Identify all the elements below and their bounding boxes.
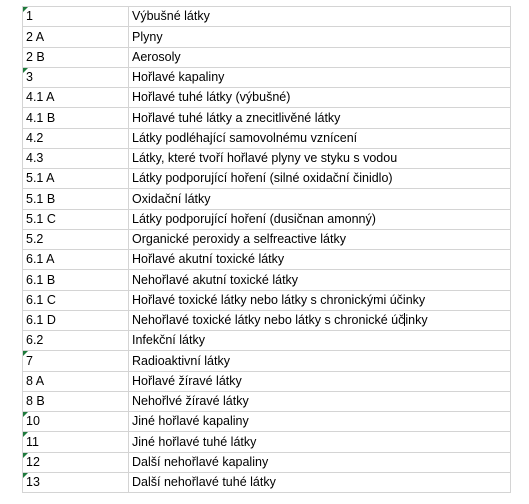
cell-name[interactable]: Infekční látky — [129, 331, 511, 351]
cell-code[interactable]: 5.1 A — [23, 169, 129, 189]
table-row — [23, 7, 511, 27]
cell-name[interactable]: Další nehořlavé kapaliny — [129, 452, 511, 472]
table-row — [23, 391, 511, 411]
cell-name[interactable]: Jiné hořlavé tuhé látky — [129, 432, 511, 452]
cell-code[interactable]: 6.1 A — [23, 250, 129, 270]
table-row — [23, 270, 511, 290]
cell-name[interactable]: Hořlavé tuhé látky (výbušné) — [129, 88, 511, 108]
cell-code[interactable]: 13 — [23, 472, 129, 492]
table-row — [23, 371, 511, 391]
table-row — [23, 452, 511, 472]
table-row — [23, 290, 511, 310]
cell-code[interactable]: 4.1 A — [23, 88, 129, 108]
cell-name[interactable]: Organické peroxidy a selfreactive látky — [129, 229, 511, 249]
cell-name[interactable]: Hořlavé akutní toxické látky — [129, 250, 511, 270]
grid-body — [23, 7, 511, 493]
cell-code[interactable]: 2 A — [23, 27, 129, 47]
cell-code[interactable]: 5.1 B — [23, 189, 129, 209]
cell-code[interactable]: 2 B — [23, 47, 129, 67]
cell-name[interactable]: Nehořlavé toxické látky nebo látky s chronické účinky — [129, 310, 511, 330]
table-row — [23, 108, 511, 128]
table-row — [23, 27, 511, 47]
table-row — [23, 88, 511, 108]
table-row — [23, 351, 511, 371]
cell-code[interactable]: 4.3 — [23, 148, 129, 168]
cell-name[interactable]: Látky, které tvoří hořlavé plyny ve styku s vodou — [129, 148, 511, 168]
cell-name[interactable]: Plyny — [129, 27, 511, 47]
cell-code[interactable]: 3 — [23, 67, 129, 87]
table-row — [23, 412, 511, 432]
cell-code[interactable]: 6.1 C — [23, 290, 129, 310]
cell-code[interactable]: 11 — [23, 432, 129, 452]
table-row — [23, 148, 511, 168]
cell-name[interactable]: Nehořlvé žíravé látky — [129, 391, 511, 411]
cell-code[interactable]: 6.1 D — [23, 310, 129, 330]
cell-name[interactable]: Radioaktivní látky — [129, 351, 511, 371]
cell-name[interactable]: Další nehořlavé tuhé látky — [129, 472, 511, 492]
table-row — [23, 331, 511, 351]
table-row — [23, 229, 511, 249]
cell-name[interactable]: Hořlavé kapaliny — [129, 67, 511, 87]
cell-name[interactable]: Látky podporující hoření (silné oxidační činidlo) — [129, 169, 511, 189]
table-row — [23, 128, 511, 148]
cell-name[interactable]: Látky podléhající samovolnému vznícení — [129, 128, 511, 148]
table-row — [23, 209, 511, 229]
table-row — [23, 250, 511, 270]
cell-code[interactable]: 6.1 B — [23, 270, 129, 290]
cell-name[interactable]: Látky podporující hoření (dusičnan amonný) — [129, 209, 511, 229]
cell-code[interactable]: 8 A — [23, 371, 129, 391]
cell-code[interactable]: 6.2 — [23, 331, 129, 351]
cell-code[interactable]: 8 B — [23, 391, 129, 411]
cell-code[interactable]: 7 — [23, 351, 129, 371]
cell-code[interactable]: 5.1 C — [23, 209, 129, 229]
cell-code[interactable]: 4.2 — [23, 128, 129, 148]
table-row — [23, 189, 511, 209]
cell-code[interactable]: 5.2 — [23, 229, 129, 249]
cell-code[interactable]: 1 — [23, 7, 129, 27]
cell-name[interactable]: Aerosoly — [129, 47, 511, 67]
cell-name[interactable]: Nehořlavé akutní toxické látky — [129, 270, 511, 290]
cell-name[interactable]: Výbušné látky — [129, 7, 511, 27]
cell-name[interactable]: Hořlavé žíravé látky — [129, 371, 511, 391]
spreadsheet-grid — [22, 6, 511, 493]
table-row — [23, 67, 511, 87]
cell-code[interactable]: 12 — [23, 452, 129, 472]
cell-name[interactable]: Hořlavé tuhé látky a znecitlivěné látky — [129, 108, 511, 128]
cell-name[interactable]: Hořlavé toxické látky nebo látky s chronickými účinky — [129, 290, 511, 310]
cell-name[interactable]: Oxidační látky — [129, 189, 511, 209]
table-row — [23, 432, 511, 452]
cell-code[interactable]: 10 — [23, 412, 129, 432]
table-row — [23, 47, 511, 67]
table-row — [23, 169, 511, 189]
cell-name[interactable]: Jiné hořlavé kapaliny — [129, 412, 511, 432]
table-row — [23, 310, 511, 330]
cell-code[interactable]: 4.1 B — [23, 108, 129, 128]
table-row — [23, 472, 511, 492]
